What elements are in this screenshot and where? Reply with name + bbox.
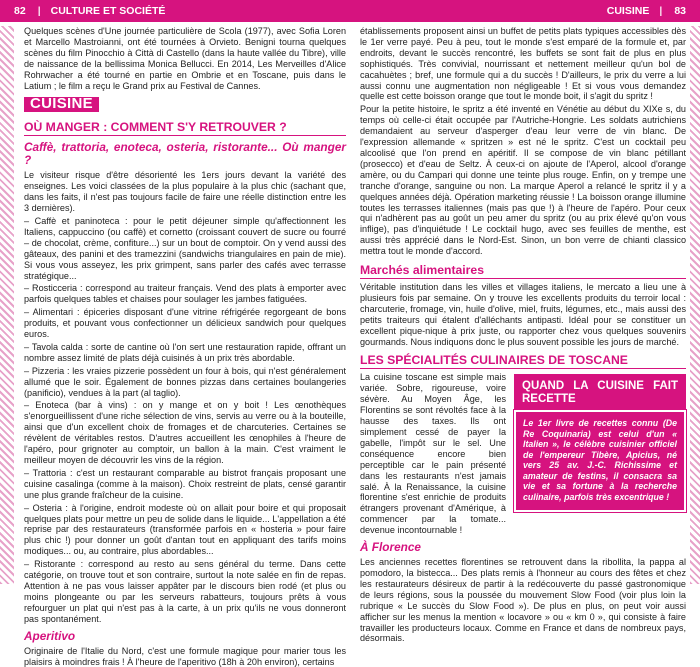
paragraph: – Caffè et paninoteca : pour le petit déjeuner simple qu'affectionnent les Italiens, cappuccino (ou caffè) et cornetto (croissant couvert de sucre ou fourré – de chocolat, crème, confiture...) sur un bout de comptoir. On y vend aussi des gâteaux, des panini et des tramezzini (sandwichs triangulaires en pain de mie). Si vous vous asseyez, les prix grimpent, sans parler des cafés avec terrasse stratégique... xyxy=(24,215,346,281)
left-section-title: CULTURE ET SOCIÉTÉ xyxy=(50,5,166,17)
aperitivo-paragraph: Originaire de l'Italie du Nord, c'est une formule magique pour marier tous les plaisirs à moindres frais ! À l'heure de l'aperitivo (18h à 20h environ), certains xyxy=(24,645,346,667)
paragraph: – Pizzeria : les vraies pizzerie possèdent un four à bois, qui n'est généralement allumé que le soir. Également de bonnes pizzas dans certaines boulangeries (panificio), vendues à la part (al taglio). xyxy=(24,365,346,398)
right-page xyxy=(350,0,700,644)
left-page-header: 82 | CULTURE ET SOCIÉTÉ xyxy=(0,0,350,22)
right-page-number: 83 xyxy=(674,5,686,17)
right-column xyxy=(360,26,686,644)
paragraph: – Rosticceria : correspond au traiteur français. Vend des plats à emporter avec parfois quelques tables et chaises pour soulager les jambes fatiguées. xyxy=(24,283,346,305)
paragraph: établissements proposent ainsi un buffet de petits plats typiques accessibles dès le 1er verre payé. Peu à peu, tout le monde s'est emparé de la formule et, par endroits, devant le succès rencontré, les buffets se sont fait de plus en plus sophistiqués. Très convivial, nourrissant et nettement meilleur qu'un bol de cacahuètes ; bref, une formule qui a du succès ! D'ailleurs, le prix du verre a lui aussi connu une augmentation non négligeable ! Et si vous vous demandez quelle est cette boisson orange que tout le monde boit, il s'agit du spritz ! xyxy=(360,26,686,102)
left-column xyxy=(24,26,346,667)
marches-paragraph: Véritable institution dans les villes et villages italiens, le mercato a lieu une à plusieurs fois par semaine. On y trouve les excellents produits du terroir local : charcuterie, fromage, vin, huile d'olive, miel, fruits, légumes, etc., mais aussi des petits traiteurs qui étalent d'alléchants antipasti. Idéal pour se constituer un excellent pique-nique à prix juste, ou rapporter chez vous quelques souvenirs gourmands. Nous indiquons donc le plus souvent possible les jours de marché. xyxy=(360,282,686,347)
cuisine-tag: CUISINE xyxy=(24,97,99,112)
florence-paragraph: Les anciennes recettes florentines se retrouvent dans la ribollita, la pappa al pomodoro, la bistecca... Des plats remis à l'honneur au cours des fêtes et chez les restaurateurs désireux de partir à la redécouverte du passé gastronomique de leurs régions, sous la poussée du mouvement Slow Food (voir plus loin la rubrique « Le succès du Slow Food »). De plus en plus, on peut voir aussi afficher sur les menus la mention « locavore » ou « km 0 », qui consiste à faire travailler les producteurs locaux. Comme en France et dans de nombreux pays, désormais. xyxy=(360,557,686,644)
paragraph: Le visiteur risque d'être désorienté les 1ers jours devant la variété des enseignes. Les voici classées de la plus populaire à la plus chic (sachant que, dans les faits, il n'est pas toujours facile de faire une réelle distinction entre les 3 dernières). xyxy=(24,170,346,214)
paragraph: – Tavola calda : sorte de cantine où l'on sert une restauration rapide, offrant un nombre assez limité de plats déjà cuisinés à un prix très abordable. xyxy=(24,341,346,363)
paragraph: – Osteria : à l'origine, endroit modeste où on allait pour boire et qui proposait quelques plats pour mettre un peu de solide dans le liquide... L'appellation a été reprise par des restaurateurs (transformée parfois en « hosteria » pour faire plus chic !) pour donner un goût d'antan tout en appliquant des tarifs moins modiques... ou, au contraire, plus abordables... xyxy=(24,502,346,557)
left-margin-hatch xyxy=(0,26,14,584)
left-page-number: 82 xyxy=(14,5,26,17)
caffe-trattoria-heading: Caffè, trattoria, enoteca, osteria, ristorante... Où manger ? xyxy=(24,140,346,168)
recipe-box-title: QUAND LA CUISINE FAIT RECETTE xyxy=(516,376,684,410)
florence-heading: À Florence xyxy=(360,540,421,555)
paragraph: – Alimentari : épiceries disposant d'une vitrine réfrigérée regorgeant de bons produits, et pouvant vous confectionner un délicieux sandwich pour quelques euros. xyxy=(24,307,346,340)
right-section-title: CUISINE xyxy=(606,5,650,17)
paragraph: – Ristorante : correspond au resto au sens général du terme. Dans cette catégorie, on trouve tout et son contraire, surtout la note salée en fin de repas. Attention à ne pas vous laisser appâter par le discours bien rodé (et plus ou moins plongeante ou par les serveurs rabatteurs, toujours prêts à vous refourguer un plat qui n'est pas à la carte, à un prix qu'ils ne vous donneront pas spontanément. xyxy=(24,559,346,624)
paragraph: Pour la petite histoire, le spritz a été inventé en Vénétie au début du XIXe s, du temps où celle-ci était occupée par l'Autriche-Hongrie. Les soldats autrichiens demandaient au serveur d'asperger d'eau leur verre de vin blanc. De l'expression allemande « spritzen » est né le spritz. C'est un cocktail peu alcoolisé que l'on prend en apéritif. Il se compose de vin blanc pétillant (prosecco) et d'eau de Seltz. À ceux-ci on ajoute de l'Aperol, alcool d'orange amère, ou du Campari qui donne une teinte plus rouge. Enfin, on y trempe une tranche d'orange, sanguine ou non. La marque Aperol a relancé le spritz il y a quelques années déjà. Opération marketing réussie ! La boisson orange illumine toutes les terrasses italiennes (mais pas que !) à l'heure de l'apéro. Pour ceux qui n'adhèrent pas au goût un peu amer du spritz (ou au prix élevé qu'on vous inflige), pas d'inquiétude ! Le cocktail hugo, avec ses feuilles de menthe, est aussi très apprécié dans le Nord-Est. Sinon, un bon verre de chianti classico mettra tout le monde d'accord. xyxy=(360,104,686,257)
recipe-box xyxy=(514,374,686,512)
ou-manger-heading: OÙ MANGER : COMMENT S'Y RETROUVER ? xyxy=(24,120,346,136)
right-page-header: CUISINE | 83 xyxy=(350,0,700,22)
aperitivo-heading: Aperitivo xyxy=(24,628,76,643)
recipe-box-text: Le 1er livre de recettes connu (De Re Coquinaria) est celui d'un « Italien », le célèbre cuisinier officiel de l'empereur Tibère, Apicius, né vers 25 av. J.-C. Richissime et amateur de festins, il consacra sa vie et sa fortune à la recherche culinaire, parfois très excentrique ! xyxy=(514,410,686,512)
specialites-heading: LES SPÉCIALITÉS CULINAIRES DE TOSCANE xyxy=(360,353,686,369)
paragraph: – Trattoria : c'est un restaurant comparable au bistrot français proposant une cuisine casalinga (comme à la maison). Choix restreint de plats, censé garantir une plus grande fraîcheur de la cuisine. xyxy=(24,467,346,500)
specialites-paragraph: La cuisine toscane est simple mais variée. Sobre, rigoureuse, voire sévère. Au Moyen Âge, les Florentins se sont révoltés face à la hausse des taxes. Ils ont simplement cessé de payer la gabelle, l'impôt sur le sel. Une conséquence encore bien perceptible car le pain présenté dans les restaurants n'est jamais salé. À la Renaissance, la cuisine florentine s'est enrichie de produits étrangers provenant d'Amérique, à commencer par la tomate... devenue incontournable ! xyxy=(360,372,506,536)
intro-paragraph: Quelques scènes d'Une journée particulière de Scola (1977), avec Sofia Loren et Marcello Mastroianni, ont été tournées à Orvieto. Benigni tourna quelques scènes du film Pinocchio à Città di Castello (dans la haute vallée du Tibre), ville de naissance de la bellissima Monica Bellucci. En 2014, Les Merveilles d'Alice Rohrwacher a été tourné en partie en Ombrie et en Toscane, puis dans le Latium ; le film a reçu le Grand prix au Festival de Cannes. xyxy=(24,26,346,91)
marches-heading: Marchés alimentaires xyxy=(360,263,686,279)
paragraph: – Enoteca (bar à vins) : on y mange et on y boit ! Les œnothèques s'enorgueillissent d'une riche sélection de vins, servis au verre ou à la bouteille, ainsi que d'un excellent choix de fromages et de charcuteries. Certaines se révèlent de véritables restos. D'autres accueillent les œnophiles à l'heure de l'apéro, pour grignoter au comptoir, un ballon à la main. C'est vraiment le meilleur moyen de découvrir les vins de la région. xyxy=(24,400,346,465)
right-margin-hatch xyxy=(690,26,700,584)
